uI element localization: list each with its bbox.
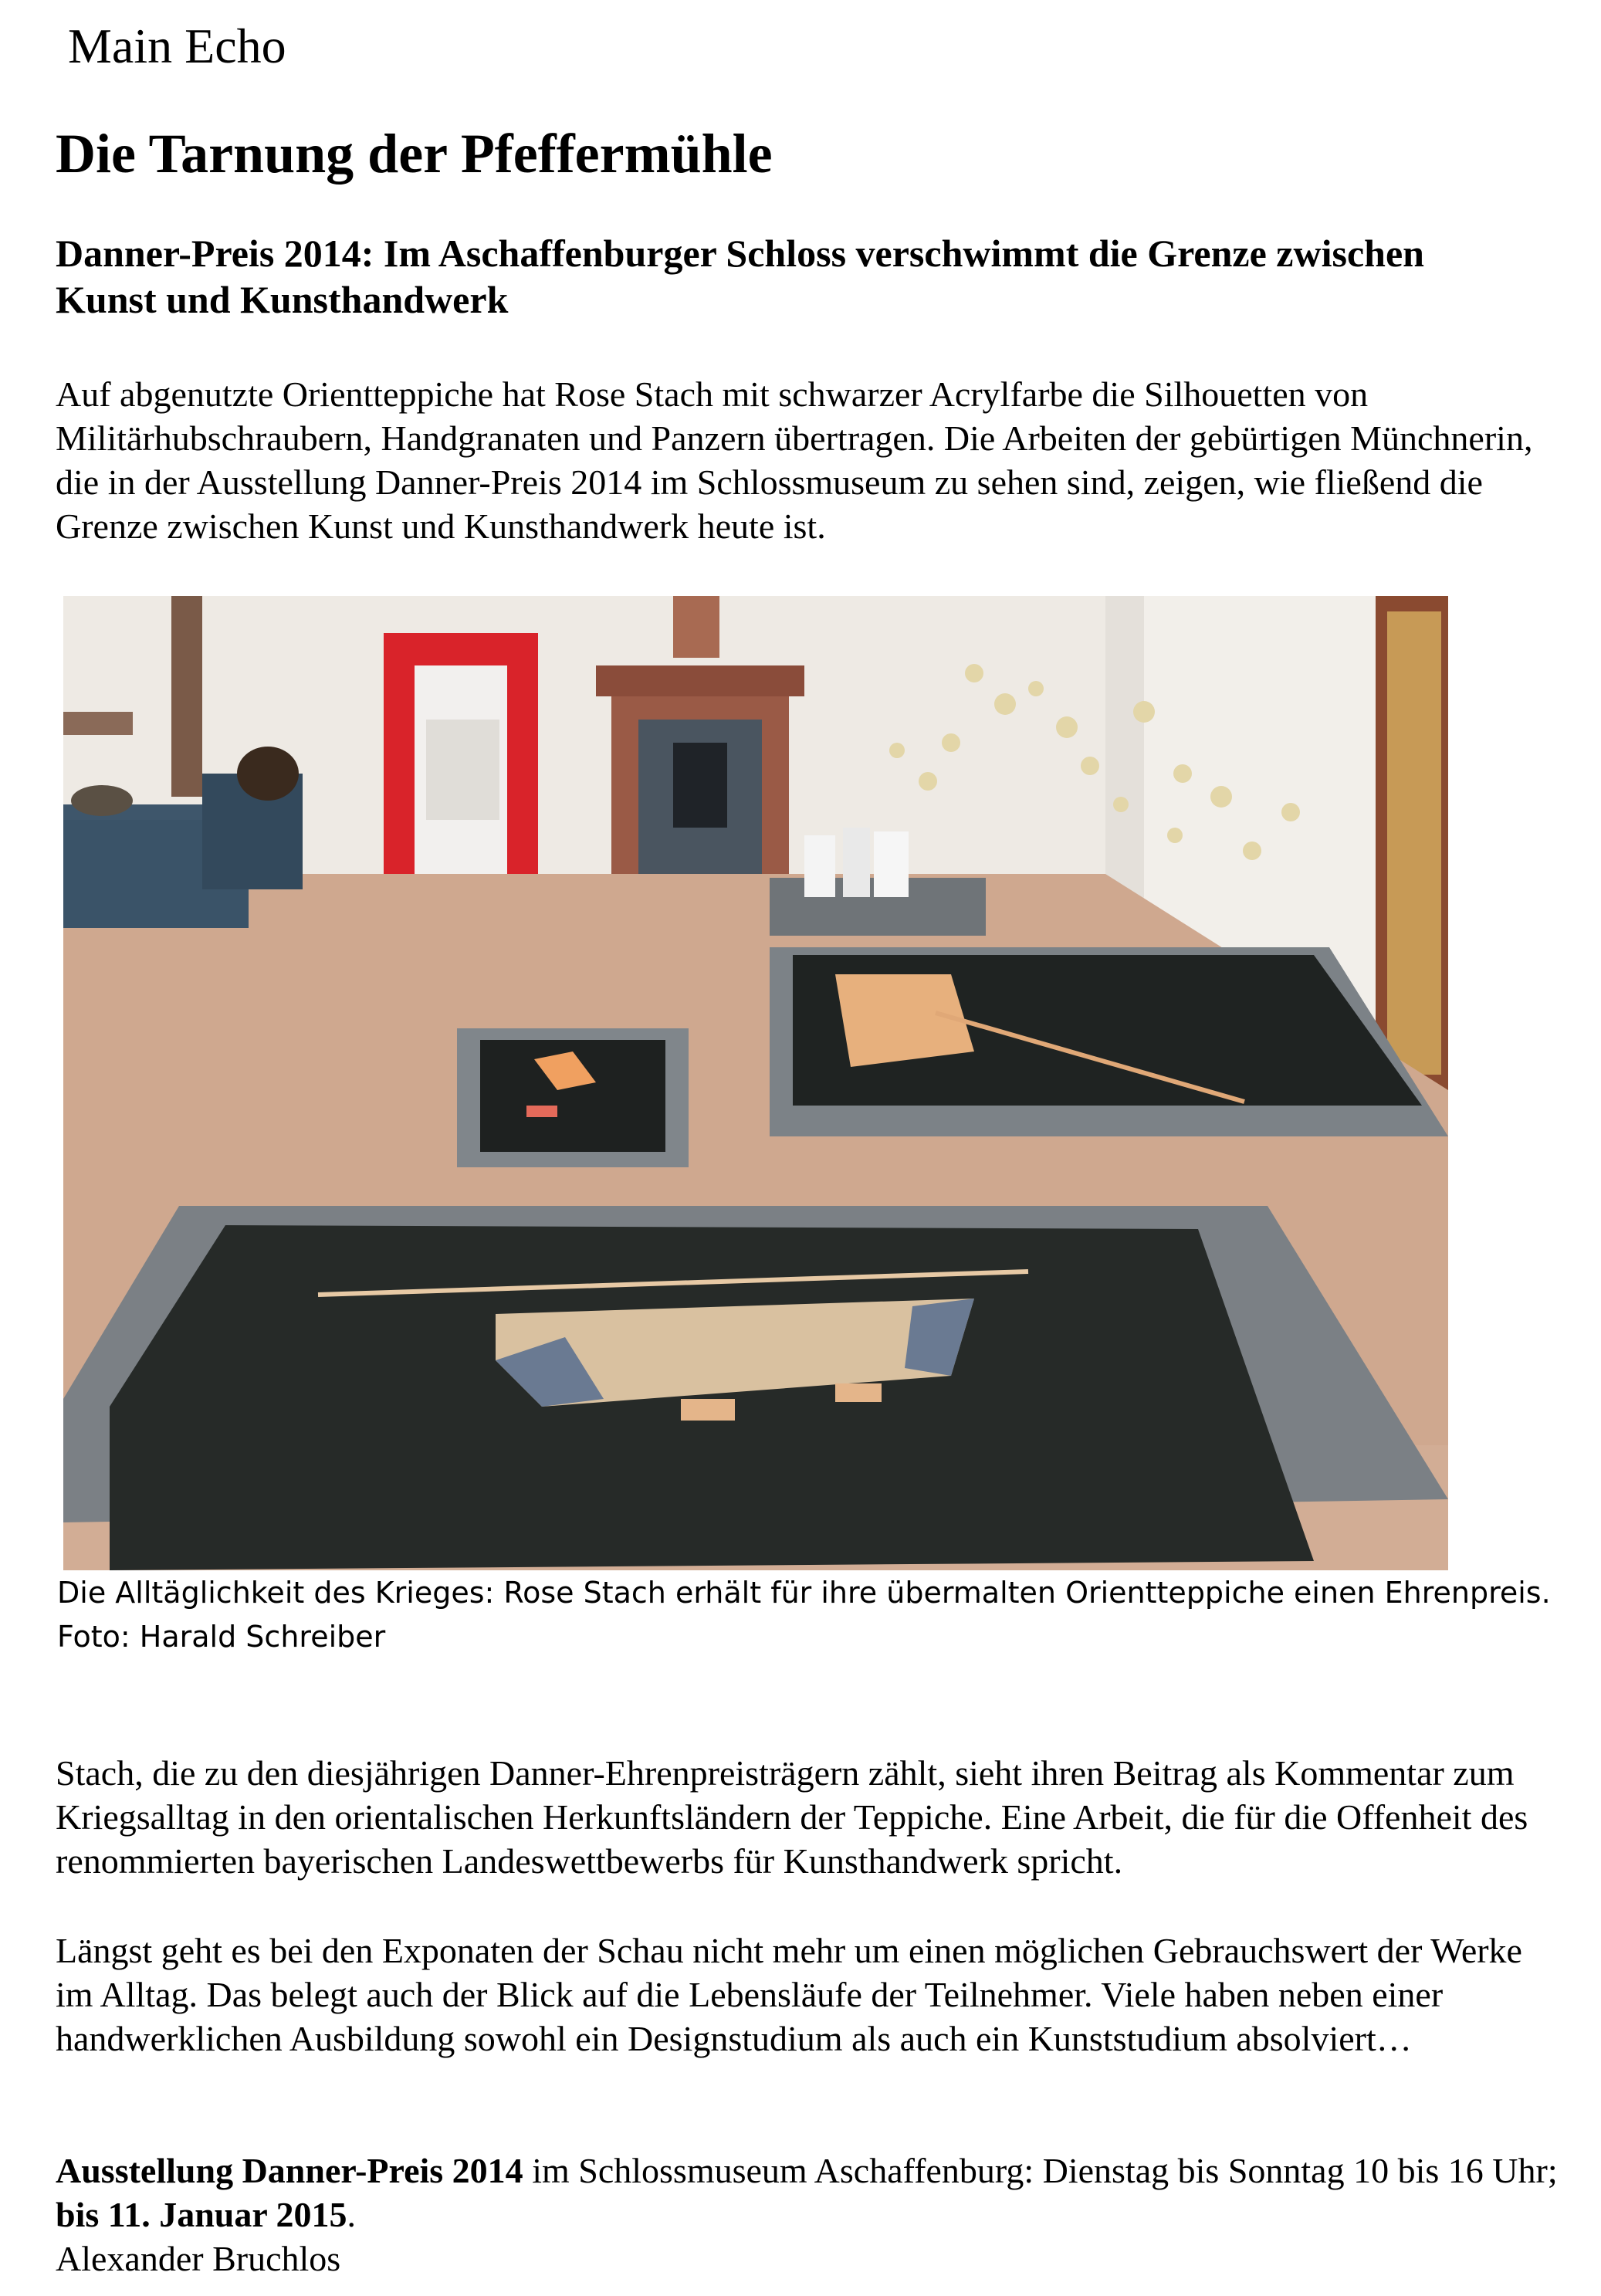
lead-paragraph: Auf abgenutzte Orientteppiche hat Rose Stach mit schwarzer Acrylfarbe die Silhouetten von Militärhubschraubern, Handgranaten und Panzern übertragen. Die Arbeiten der gebürtigen Münchnerin, die in der Ausstellung Danner-Preis 2014 im Schlossmuseum zu sehen sind, zeigen, wie fließend die Grenze zwischen Kunst und Kunsthandwerk heute ist.	[56, 374, 1533, 546]
exhibition-end-date: bis 11. Januar 2015	[56, 2195, 347, 2234]
photo-credit: Foto: Harald Schreiber	[57, 1620, 386, 1654]
exhibition-details: im Schlossmuseum Aschaffenburg: Dienstag bis Sonntag 10 bis 16 Uhr;	[523, 2151, 1558, 2190]
caption-text: Die Alltäglichkeit des Krieges: Rose Stach erhält für ihre übermalten Orientteppiche einen Ehrenpreis.	[57, 1576, 1551, 1610]
article-headline: Die Tarnung der Pfeffermühle	[56, 123, 773, 185]
author-name: Alexander Bruchlos	[56, 2239, 341, 2278]
exhibition-photo	[63, 596, 1448, 1570]
source-name: Main Echo	[68, 19, 286, 73]
body-paragraph: Stach, die zu den diesjährigen Danner-Ehrenpreisträgern zählt, sieht ihren Beitrag als Kommentar zum Kriegsalltag in den orientalischen Herkunftsländern der Teppiche. Eine Arbeit, die für die Offenheit des renommierten bayerischen Landeswettbewerbs für Kunsthandwerk spricht.	[56, 1753, 1528, 1881]
exhibition-title: Ausstellung Danner-Preis 2014	[56, 2151, 523, 2190]
photo-caption	[57, 1571, 1570, 1659]
body-paragraph: Längst geht es bei den Exponaten der Schau nicht mehr um einen möglichen Gebrauchswert der Werke im Alltag. Das belegt auch der Blick auf die Lebensläufe der Teilnehmer. Viele haben neben einer handwerklichen Ausbildung sowohl ein Designstudium als auch ein Kunststudium absolviert…	[56, 1931, 1522, 2058]
article-subheadline: Danner-Preis 2014: Im Aschaffenburger Schloss verschwimmt die Grenze zwischen Kunst und Kunsthandwerk	[56, 232, 1424, 321]
exhibition-info-end: .	[347, 2195, 356, 2234]
exhibition-info	[56, 2149, 1569, 2237]
